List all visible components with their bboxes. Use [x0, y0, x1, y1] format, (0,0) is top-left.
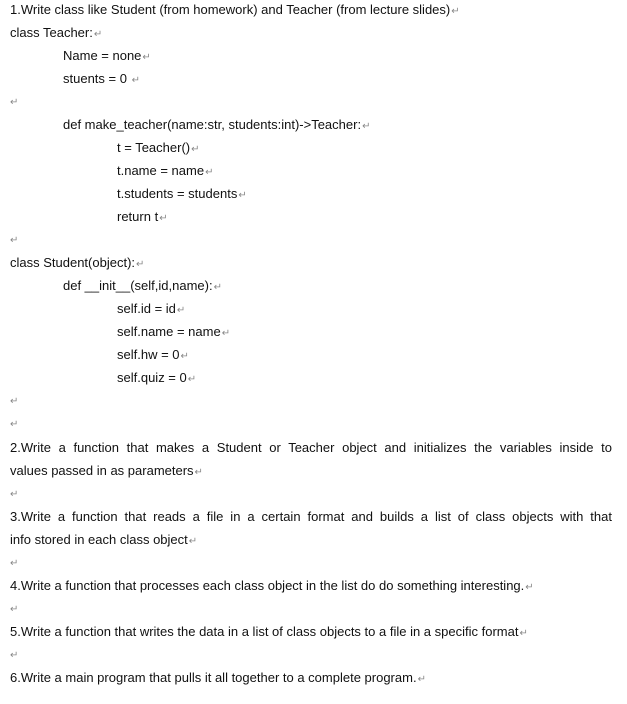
code-text: self.name = name	[117, 324, 221, 339]
code-line-teacher-init	[117, 139, 200, 159]
task-3-text-cont: info stored in each class object	[10, 532, 188, 547]
code-text: stuents = 0	[63, 71, 131, 86]
empty-line	[10, 393, 18, 411]
code-line-self-quiz	[117, 369, 196, 389]
code-text: def make_teacher(name:str, students:int)->Teacher:	[63, 117, 362, 132]
paragraph-mark-icon: ↵	[131, 75, 140, 86]
paragraph-mark-icon: ↵	[191, 144, 200, 155]
code-line-self-hw	[117, 346, 189, 366]
paragraph-mark-icon: ↵	[10, 558, 19, 569]
paragraph-mark-icon: ↵	[188, 536, 198, 547]
task-2-line-1	[10, 439, 612, 457]
code-line-self-name	[117, 323, 230, 343]
empty-line	[10, 232, 18, 250]
paragraph-mark-icon: ↵	[238, 190, 247, 201]
code-line-t-name	[117, 162, 213, 182]
paragraph-mark-icon: ↵	[93, 29, 103, 40]
empty-line	[10, 486, 18, 504]
task-3-line-2	[10, 531, 197, 551]
paragraph-mark-icon: ↵	[159, 213, 168, 224]
code-line-students-attr	[63, 70, 140, 90]
paragraph-mark-icon: ↵	[180, 351, 189, 362]
task-5-line	[10, 623, 528, 643]
paragraph-mark-icon: ↵	[10, 396, 19, 407]
paragraph-mark-icon: ↵	[142, 52, 151, 63]
task-2-text-cont: values passed in as parameters	[10, 463, 194, 478]
code-text: def __init__(self,id,name):	[63, 278, 213, 293]
task-2-text: 2.Write a function that makes a Student or Teacher object and initializes the variables inside to	[10, 440, 612, 455]
paragraph-mark-icon: ↵	[205, 167, 214, 178]
code-line-t-students	[117, 185, 247, 205]
task-6-line	[10, 669, 426, 689]
code-line-name-attr	[63, 47, 151, 67]
empty-line	[10, 555, 18, 573]
paragraph-mark-icon: ↵	[176, 305, 186, 316]
empty-line	[10, 94, 18, 112]
task-4-line	[10, 577, 534, 597]
empty-line	[10, 601, 18, 619]
paragraph-mark-icon: ↵	[213, 282, 222, 293]
empty-line	[10, 416, 18, 434]
code-text: t = Teacher()	[117, 140, 191, 155]
paragraph-mark-icon: ↵	[136, 259, 145, 270]
code-line-teacher-class	[10, 24, 102, 44]
paragraph-mark-icon: ↵	[10, 604, 19, 615]
code-text: class Teacher:	[10, 25, 93, 40]
task-2-line-2	[10, 462, 203, 482]
code-text: self.hw = 0	[117, 347, 180, 362]
paragraph-mark-icon: ↵	[194, 467, 203, 478]
paragraph-mark-icon: ↵	[10, 235, 19, 246]
paragraph-mark-icon: ↵	[221, 328, 231, 339]
code-text: self.quiz = 0	[117, 370, 187, 385]
code-text: t.name = name	[117, 163, 205, 178]
code-line-init	[63, 277, 222, 297]
paragraph-mark-icon: ↵	[10, 419, 19, 430]
code-line-make-teacher	[63, 116, 370, 136]
paragraph-mark-icon: ↵	[10, 489, 19, 500]
paragraph-mark-icon: ↵	[525, 582, 534, 593]
paragraph-mark-icon: ↵	[10, 97, 19, 108]
code-line-self-id	[117, 300, 185, 320]
code-text: return t	[117, 209, 159, 224]
code-text: self.id = id	[117, 301, 176, 316]
task-3-text: 3.Write a function that reads a file in a certain format and builds a list of class objects with that	[10, 509, 612, 524]
code-text: t.students = students	[117, 186, 238, 201]
code-line-return	[117, 208, 168, 228]
paragraph-mark-icon: ↵	[362, 121, 371, 132]
code-text: Name = none	[63, 48, 142, 63]
task-1-text: 1.Write class like Student (from homework) and Teacher (from lecture slides)	[10, 2, 451, 17]
task-6-text: 6.Write a main program that pulls it all together to a complete program.	[10, 670, 417, 685]
paragraph-mark-icon: ↵	[417, 674, 426, 685]
code-line-student-class	[10, 254, 144, 274]
empty-line	[10, 647, 18, 665]
paragraph-mark-icon: ↵	[451, 6, 460, 17]
task-5-text: 5.Write a function that writes the data in a list of class objects to a file in a specific format	[10, 624, 519, 639]
task-1-line	[10, 1, 460, 21]
task-3-line-1	[10, 508, 612, 526]
paragraph-mark-icon: ↵	[519, 628, 528, 639]
task-4-text: 4.Write a function that processes each class object in the list do do something interesting.	[10, 578, 525, 593]
code-text: class Student(object):	[10, 255, 136, 270]
paragraph-mark-icon: ↵	[187, 374, 197, 385]
paragraph-mark-icon: ↵	[10, 650, 19, 661]
